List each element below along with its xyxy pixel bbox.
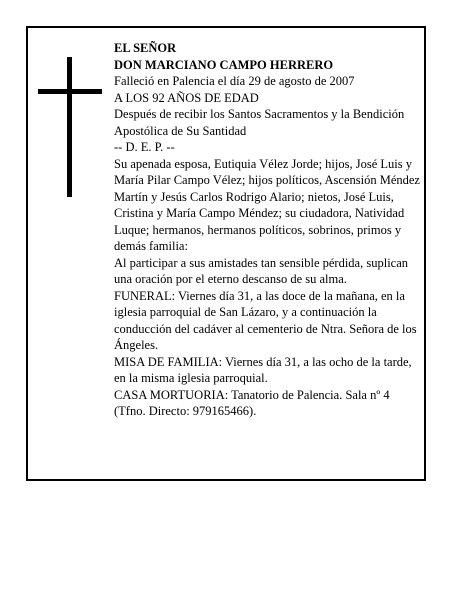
funeral-details: FUNERAL: Viernes día 31, a las doce de la mañana, en la iglesia parroquial de San Lázaro, y a continuación la conducción del cadáver al cementerio de Ntra. Señora de los Ángeles. [114, 288, 417, 352]
death-statement: Falleció en Palencia el día 29 de agosto de 2007 [114, 74, 355, 88]
family-list: Su apenada esposa, Eutiquia Vélez Jorde; hijos, José Luis y María Pilar Campo Vélez; hijos políticos, Ascensión Méndez Martín y Jesús Carlos Rodrigo Alario; nietos, José Luis, Cristina y María Campo Méndez; su ciudadora, Natividad Luque; hermanos, hermanos políticos, sobrinos, primos y demás familia: [114, 156, 420, 253]
mortuary-details: CASA MORTUORIA: Tanatorio de Palencia. Sala nº 4 (Tfno. Directo: 979165466). [114, 387, 390, 418]
cross-vertical-bar [67, 57, 72, 197]
notice-title: EL SEÑOR [114, 41, 177, 55]
latin-cross-icon [38, 57, 102, 197]
obituary-notice [26, 26, 426, 481]
cross-horizontal-bar [38, 89, 102, 94]
sacraments-statement: Después de recibir los Santos Sacramentos y la Bendición Apostólica de Su Santidad [114, 107, 405, 138]
family-mass-details: MISA DE FAMILIA: Viernes día 31, a las ocho de la tarde, en la misma iglesia parroquial. [114, 354, 412, 385]
notice-text [114, 40, 422, 420]
age-statement: A LOS 92 AÑOS DE EDAD [114, 90, 259, 105]
deceased-name: DON MARCIANO CAMPO HERRERO [114, 57, 334, 72]
dep-line: -- D. E. P. -- [114, 140, 175, 154]
prayer-request: Al participar a sus amistades tan sensible pérdida, suplican una oración por el eterno descanso de su alma. [114, 255, 409, 286]
